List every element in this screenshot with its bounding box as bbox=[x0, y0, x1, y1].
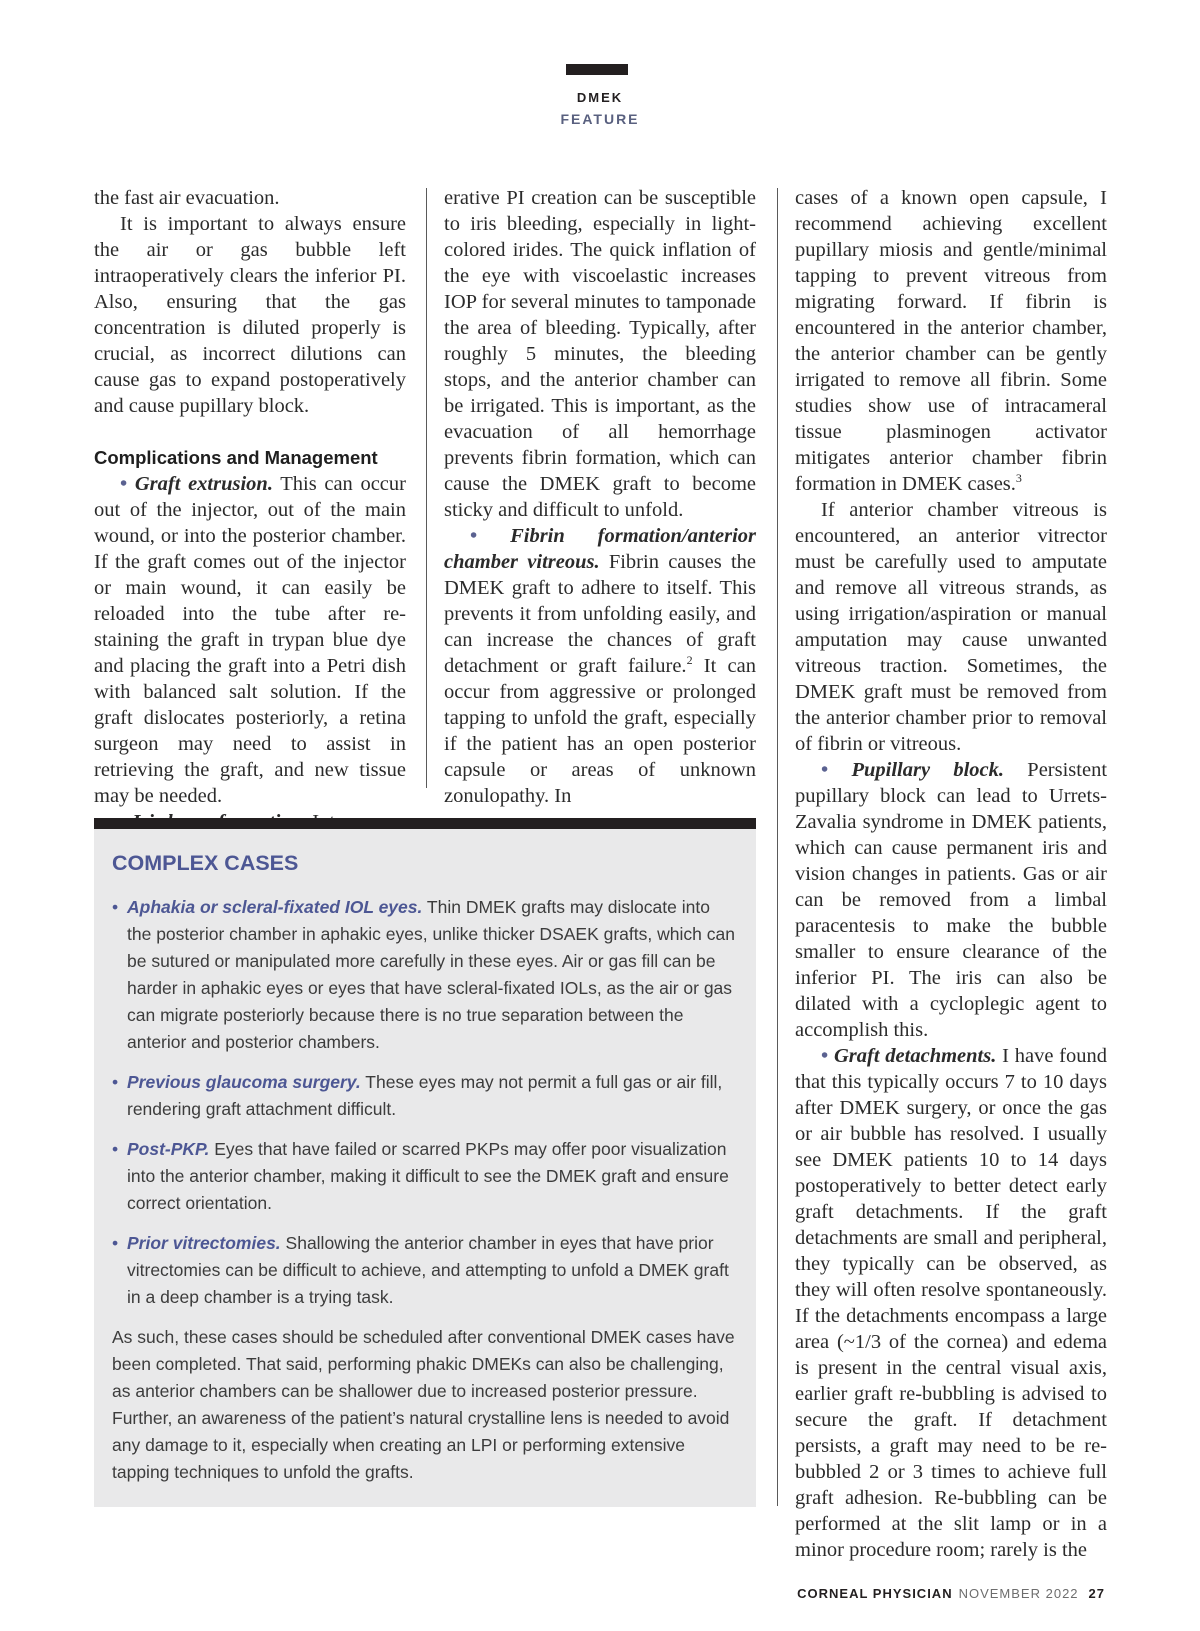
paragraph bbox=[795, 185, 1107, 497]
complex-cases-sidebar bbox=[94, 818, 756, 1507]
feature-label: FEATURE bbox=[560, 111, 640, 127]
bullet-icon: • bbox=[120, 473, 128, 495]
sidebar-item-text: Shallowing the anterior chamber in eyes that have prior vitrectomies can be difficult to achieve, and attempting to unfold a DMEK graft in a deep chamber is a trying task. bbox=[127, 1233, 729, 1307]
sidebar-content bbox=[112, 850, 738, 1486]
paragraph: erative PI creation can be susceptible to iris bleeding, especially in light-colored irides. The quick inflation of the eye with viscoelastic increases IOP for several minutes to tamponade the area of bleeding. Typically, after roughly 5 minutes, the bleeding stops, and the anterior chamber can be irrigated. This is important, as the evacuation of all hemorrhage prevents fibrin formation, which can cause the DMEK graft to become sticky and difficult to unfold. bbox=[444, 187, 756, 521]
bullet-icon: • bbox=[112, 1233, 119, 1253]
column-divider-1 bbox=[426, 188, 427, 788]
bullet-text: It can occur from aggressive or prolonged tapping to unfold the graft, especially if the patient has an open posterior capsule or areas of unknown zonulopathy. In bbox=[444, 655, 756, 807]
page-footer bbox=[797, 1586, 1105, 1601]
sidebar-title: COMPLEX CASES bbox=[112, 851, 299, 875]
sidebar-top-bar bbox=[94, 818, 756, 829]
magazine-name: CORNEAL PHYSICIAN bbox=[797, 1586, 953, 1601]
sidebar-item bbox=[112, 1136, 738, 1217]
paragraph: If anterior chamber vitreous is encountered, an anterior vitrector must be carefully used to amputate and remove all vitreous strands, as using irrigation/aspiration or manual amputation may cause unwanted vitreous traction. Sometimes, the DMEK graft must be removed from the anterior chamber prior to removal of fibrin or vitreous. bbox=[795, 499, 1107, 755]
reference-number[interactable]: 3 bbox=[1015, 471, 1022, 486]
section-label: DMEK bbox=[576, 90, 624, 105]
sidebar-closing: As such, these cases should be scheduled after conventional DMEK cases have been completed. That said, performing phakic DMEKs can also be challenging, as anterior chambers can be shallower due to increased posterior pressure. Further, an awareness of the patient’s natural crystalline lens is needed to avoid any damage to it, especially when creating an LPI or performing extensive tapping techniques to unfold the grafts. bbox=[112, 1327, 735, 1482]
bullet-icon: • bbox=[821, 759, 829, 781]
bullet-label: Pupillary block. bbox=[851, 759, 1005, 781]
reference-number[interactable]: 2 bbox=[686, 653, 693, 668]
paragraph: It is important to always ensure the air or gas bubble left intraoperatively clears the inferior PI. Also, ensuring that the gas concentration is diluted properly is crucial, as incorrect dilutions can cause gas to expand postoperatively and cause pupillary block. bbox=[94, 213, 406, 417]
sidebar-item-text: Eyes that have failed or scarred PKPs may offer poor visualization into the anterior chamber, making it difficult to see the DMEK graft and ensure correct orientation. bbox=[127, 1139, 729, 1213]
sidebar-item-label: Prior vitrectomies. bbox=[127, 1233, 281, 1253]
bullet-text: Persistent pupillary block can lead to Urrets-Zavalia syndrome in DMEK patients, which can cause permanent iris and vision changes in patients. Gas or air can be removed from a limbal paracentesis to make the bubble smaller to ensure clearance of the inferior PI. The iris can also be dilated with a cycloplegic agent to accomplish this. bbox=[795, 759, 1108, 1041]
bullet-icon: • bbox=[112, 1072, 119, 1092]
bullet-label: Graft extrusion. bbox=[134, 473, 273, 495]
article-column-2 bbox=[444, 185, 756, 809]
article-column-3 bbox=[795, 185, 1107, 1563]
bullet-text: I have found that this typically occurs 7 to 10 days after DMEK surgery, or once the gas or air bubble has resolved. I usually see DMEK patients 10 to 14 days postoperatively to better detect early graft detachments. If the graft detachments are small and peripheral, they typically can be observed, as they will often resolve spontaneously. If the detachments encompass a large area (~1/3 of the cornea) and edema is present in the central visual axis, earlier graft re-bubbling is advised to secure the graft. If detachment persists, a graft may need to be re-bubbled 2 or 3 times to achieve full graft adhesion. Re-bubbling can be performed at the slit lamp or in a minor procedure room; rarely is the bbox=[795, 1045, 1108, 1561]
issue-date: NOVEMBER 2022 bbox=[958, 1586, 1079, 1601]
bullet-label: Fibrin formation/anterior chamber vitreous. bbox=[444, 525, 756, 573]
article-column-1 bbox=[94, 185, 406, 835]
bullet-icon: • bbox=[112, 1139, 119, 1159]
bullet-graft-detachments bbox=[795, 1043, 1107, 1563]
bullet-icon: • bbox=[821, 1045, 829, 1067]
bullet-label: Graft detachments. bbox=[833, 1045, 997, 1067]
paragraph: the fast air evacuation. bbox=[94, 187, 280, 209]
sidebar-item-text: These eyes may not permit a full gas or air fill, rendering graft attachment difficult. bbox=[127, 1072, 723, 1119]
bullet-text: Fibrin causes the DMEK graft to adhere to itself. This prevents it from unfolding easily, and can increase the chances of graft detachment or graft failure. bbox=[444, 551, 756, 677]
section-heading: Complications and Management bbox=[94, 447, 378, 468]
sidebar-item bbox=[112, 1230, 738, 1311]
bullet-pupillary-block bbox=[795, 757, 1107, 1043]
header-bar bbox=[566, 64, 628, 75]
bullet-fibrin bbox=[444, 523, 756, 809]
sidebar-item-label: Previous glaucoma surgery. bbox=[127, 1072, 361, 1092]
page-number: 27 bbox=[1088, 1586, 1105, 1601]
sidebar-item bbox=[112, 894, 738, 1056]
bullet-icon: • bbox=[112, 897, 119, 917]
sidebar-item bbox=[112, 1069, 738, 1123]
paragraph-text: cases of a known open capsule, I recommend achieving excellent pupillary miosis and gentle/minimal tapping to prevent vitreous from migrating forward. If fibrin is encountered in the anterior chamber, the anterior chamber can be gently irrigated to remove all fibrin. Some studies show use of intracameral tissue plasminogen activator mitigates anterior chamber fibrin formation in DMEK cases. bbox=[795, 187, 1107, 495]
bullet-text: This can occur out of the injector, out of the main wound, or into the posterior chamber. If the graft comes out of the injector or main wound, it can easily be reloaded into the tube after re-staining the graft in trypan blue dye and placing the graft into a Petri dish with balanced salt solution. If the graft dislocates posteriorly, a retina surgeon may need to assist in retrieving the graft, and new tissue may be needed. bbox=[94, 473, 406, 807]
sidebar-item-label: Post-PKP. bbox=[127, 1139, 210, 1159]
bullet-icon: • bbox=[470, 525, 478, 547]
bullet-graft-extrusion bbox=[94, 471, 406, 809]
sidebar-item-text: Thin DMEK grafts may dislocate into the posterior chamber in aphakic eyes, unlike thicker DSAEK grafts, which can be sutured or manipulated more carefully in these eyes. Air or gas fill can be harder in aphakic eyes or eyes that have scleral-fixated IOLs, as the air or gas can migrate posteriorly because there is no true separation between the anterior and posterior chambers. bbox=[127, 897, 735, 1052]
column-divider-2 bbox=[777, 188, 778, 1506]
sidebar-item-label: Aphakia or scleral-fixated IOL eyes. bbox=[127, 897, 423, 917]
